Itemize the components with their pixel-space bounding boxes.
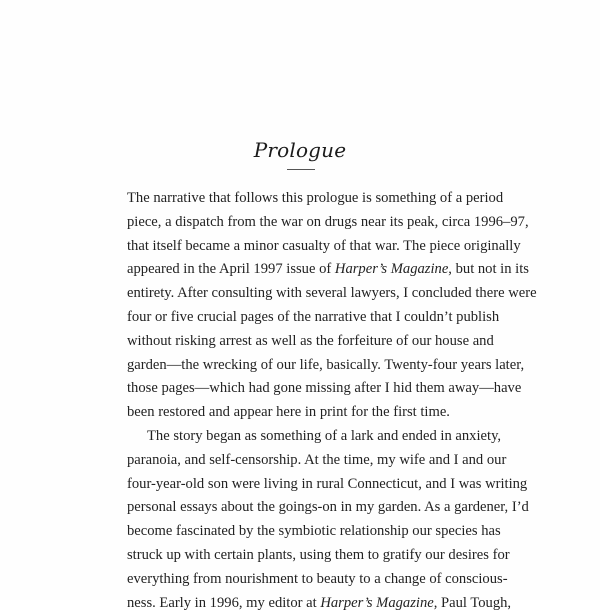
chapter-heading: Prologue xyxy=(253,138,347,162)
paragraph-1 xyxy=(127,187,537,425)
magazine-title: Harper’s Magazine xyxy=(320,594,434,611)
text-fragment: , but not in its xyxy=(448,261,529,278)
text-line: personal essays about the goings-on in my garden. As a gardener, I’d xyxy=(127,499,529,516)
text-line: garden—the wrecking of our life, basically. Twenty-four years later, xyxy=(127,356,525,373)
body-text xyxy=(127,187,537,615)
text-line: without risking arrest as well as the forfeiture of our house and xyxy=(127,332,494,349)
paragraph-2 xyxy=(127,425,529,615)
text-line: entirety. After consulting with several lawyers, I concluded there were xyxy=(127,285,537,302)
text-fragment: , Paul Tough, xyxy=(433,594,512,611)
text-fragment: ness. Early in 1996, my editor at xyxy=(127,594,321,611)
text-fragment: appeared in the April 1997 issue of xyxy=(127,261,335,278)
text-line: been restored and appear here in print for the first time. xyxy=(127,404,450,421)
text-line: The story began as something of a lark and ended in anxiety, xyxy=(147,427,502,444)
text-line: four or five crucial pages of the narrative that I couldn’t publish xyxy=(127,308,500,325)
text-line xyxy=(127,592,512,615)
magazine-title: Harper’s Magazine xyxy=(334,261,449,278)
text-line: The narrative that follows this prologue is something of a period xyxy=(127,190,504,206)
text-line: piece, a dispatch from the war on drugs near its peak, circa 1996–97, xyxy=(127,213,529,230)
text-line: become fascinated by the symbiotic relationship our species has xyxy=(127,523,501,540)
text-line: struck up with certain plants, using them to gratify our desires for xyxy=(127,546,510,563)
text-line: four-year-old son were living in rural Connecticut, and I was writing xyxy=(127,475,528,492)
text-line: that itself became a minor casualty of that war. The piece originally xyxy=(127,237,521,254)
text-line xyxy=(127,258,529,282)
text-line: everything from nourishment to beauty to a change of conscious- xyxy=(127,570,508,587)
text-line: those pages—which had gone missing after I hid them away—have xyxy=(127,380,522,397)
heading-rule xyxy=(287,169,315,170)
text-line: paranoia, and self-censorship. At the time, my wife and I and our xyxy=(127,451,507,468)
